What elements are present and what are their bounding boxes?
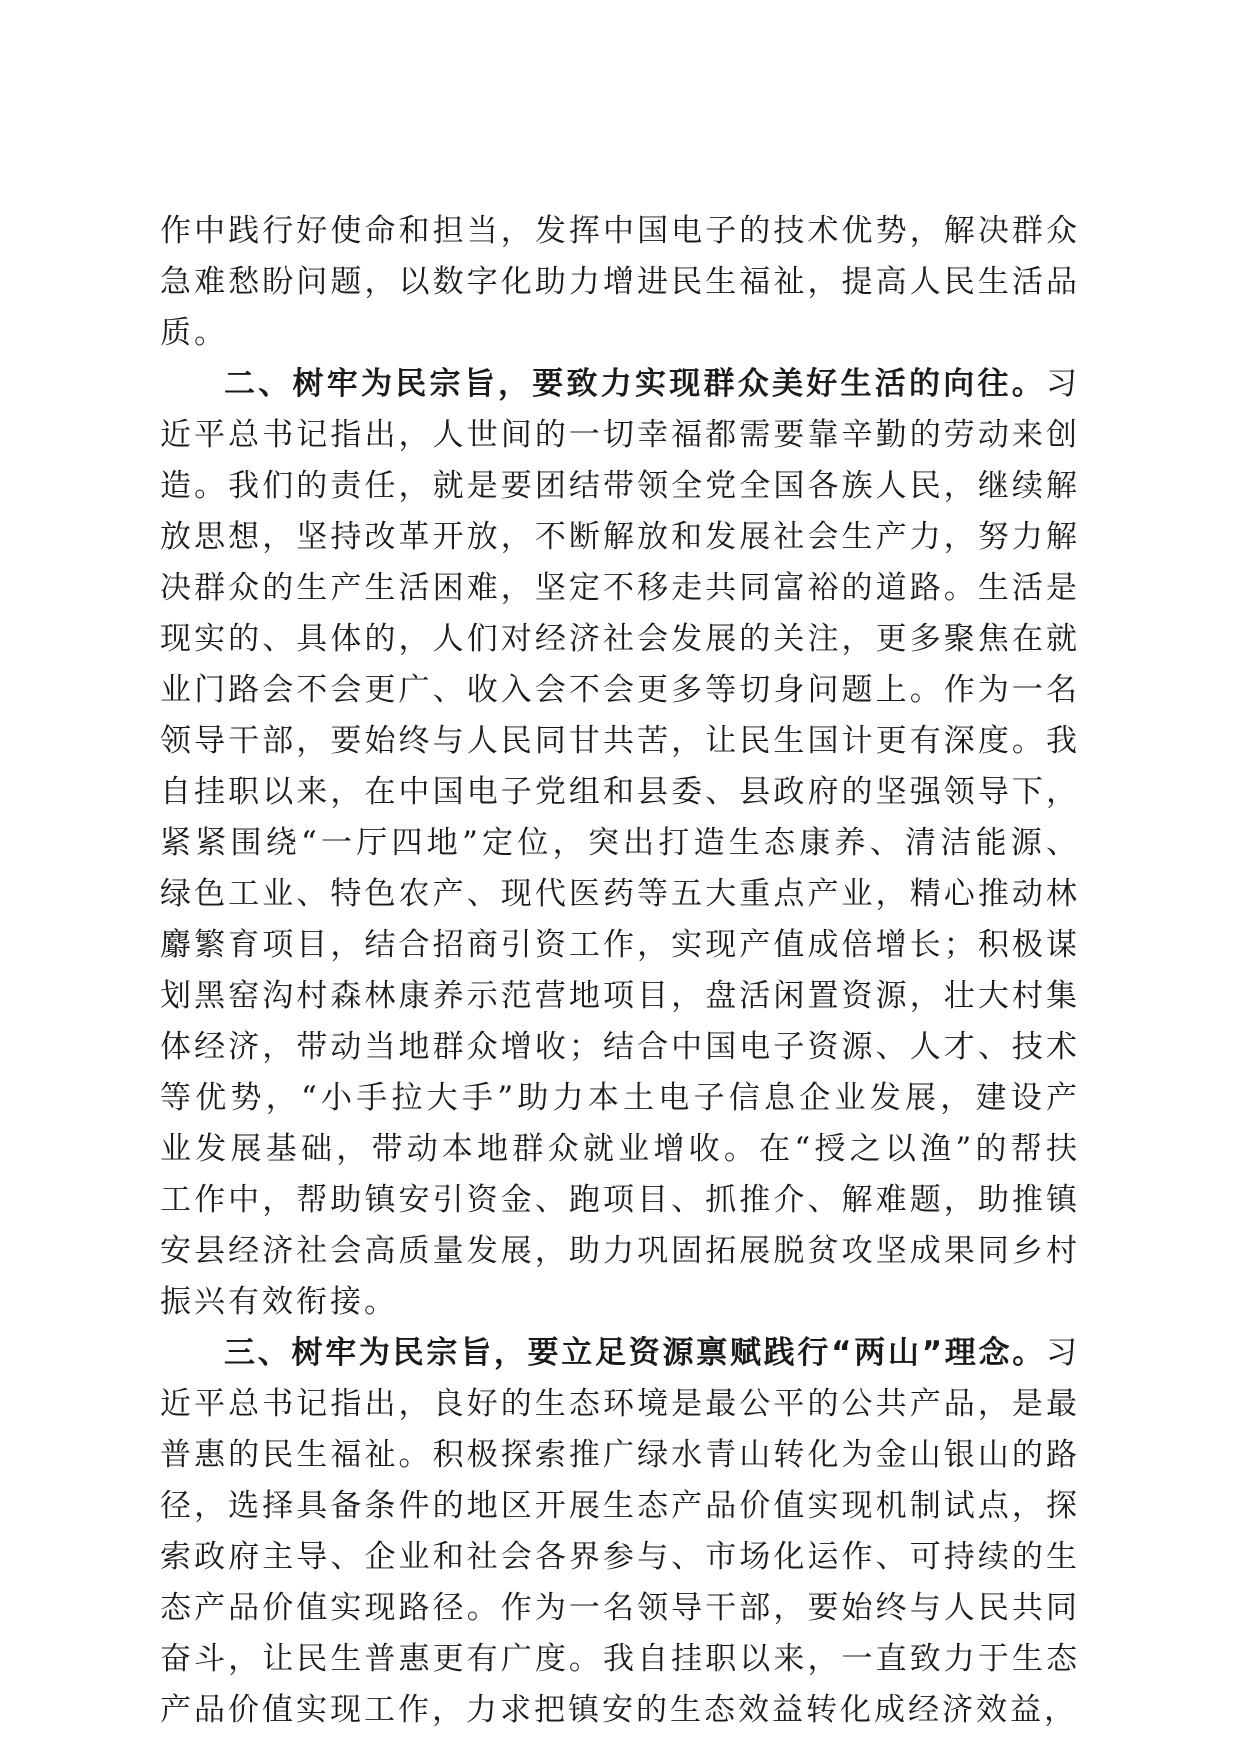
section-heading: 二、树牢为民宗旨，要致力实现群众美好生活的向往。: [224, 366, 1046, 402]
paragraph-section-two: [160, 359, 1080, 1328]
paragraph-continuation: [160, 206, 1080, 359]
paragraph-text: 习近平总书记指出，人世间的一切幸福都需要靠辛勤的劳动来创造。我们的责任，就是要团结带领全党全国各族人民，继续解放思想，坚持改革开放，不断解放和发展社会生产力，努力解决群众的生产生活困难，坚定不移走共同富裕的道路。生活是现实的、具体的，人们对经济社会发展的关注，更多聚焦在就业门路会不会更广、收入会不会更多等切身问题上。作为一名领导干部，要始终与人民同甘共苦，让民生国计更有深度。我自挂职以来，在中国电子党组和县委、县政府的坚强领导下，紧紧围绕“一厅四地”定位，突出打造生态康养、清洁能源、绿色工业、特色农产、现代医药等五大重点产业，精心推动林麝繁育项目，结合招商引资工作，实现产值成倍增长；积极谋划黑窑沟村森林康养示范营地项目，盘活闲置资源，壮大村集体经济，带动当地群众增收；结合中国电子资源、人才、技术等优势，“小手拉大手”助力本土电子信息企业发展，建设产业发展基础，带动本地群众就业增收。在“授之以渔”的帮扶工作中，帮助镇安引资金、跑项目、抓推介、解难题，助推镇安县经济社会高质量发展，助力巩固拓展脱贫攻坚成果同乡村振兴有效衔接。: [160, 366, 1080, 1320]
section-heading: 三、树牢为民宗旨，要立足资源禀赋践行“两山”理念。: [224, 1335, 1046, 1371]
document-body: [160, 206, 1080, 1736]
paragraph-text: 习近平总书记指出，良好的生态环境是最公平的公共产品，是最普惠的民生福祉。积极探索推广绿水青山转化为金山银山的路径，选择具备条件的地区开展生态产品价值实现机制试点，探索政府主导、企业和社会各界参与、市场化运作、可持续的生态产品价值实现路径。作为一名领导干部，要始终与人民共同奋斗，让民生普惠更有广度。我自挂职以来，一直致力于生态产品价值实现工作，力求把镇安的生态效益转化成经济效益，: [160, 1335, 1080, 1728]
paragraph-section-three: [160, 1328, 1080, 1736]
paragraph-text: 作中践行好使命和担当，发挥中国电子的技术优势，解决群众急难愁盼问题，以数字化助力增进民生福祉，提高人民生活品质。: [160, 213, 1080, 351]
